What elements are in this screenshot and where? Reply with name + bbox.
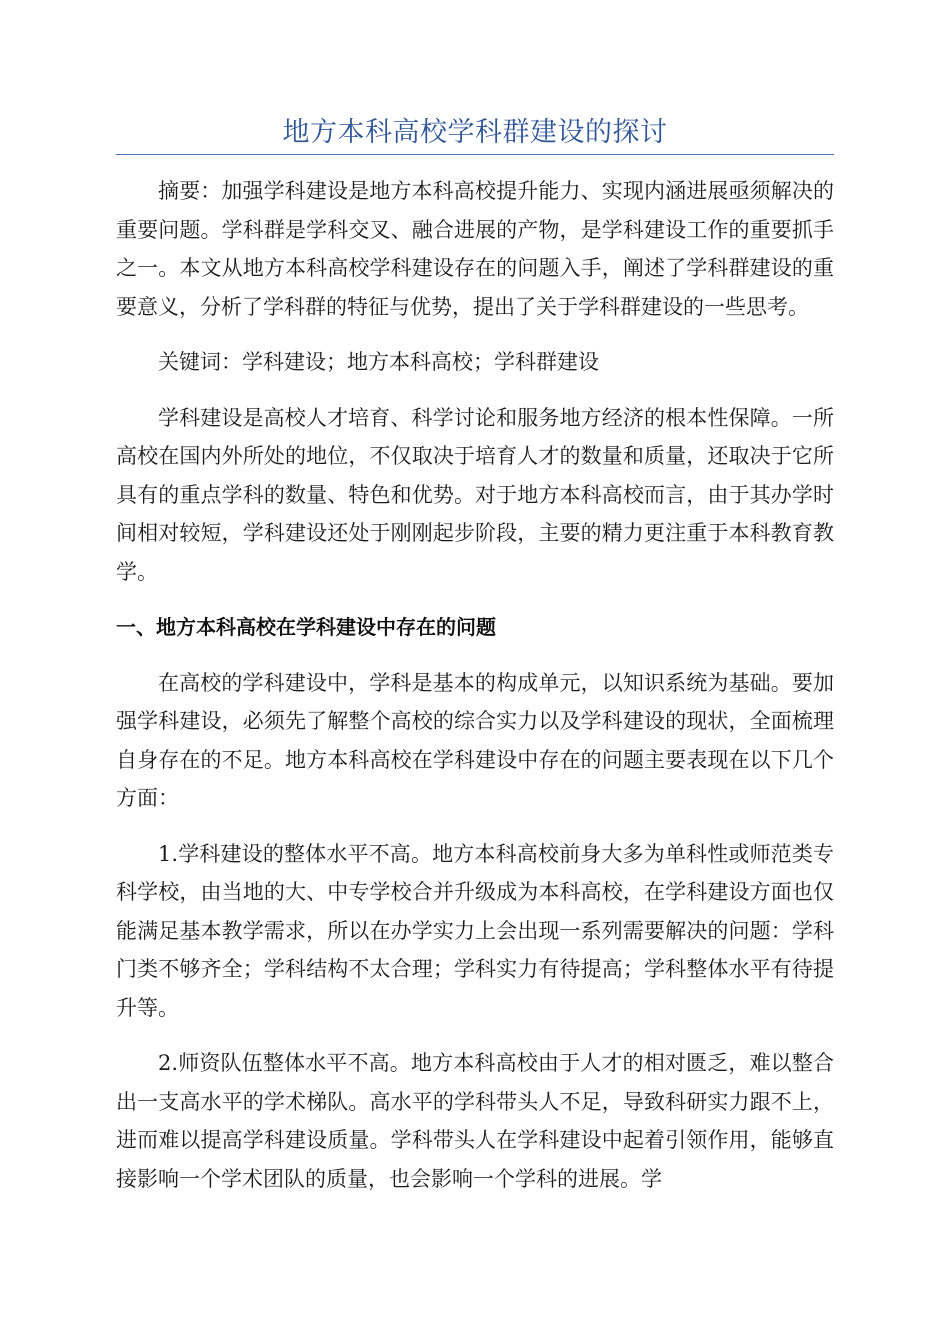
title-underline bbox=[116, 154, 834, 155]
keywords-paragraph: 关键词：学科建设；地方本科高校；学科群建设 bbox=[158, 350, 599, 374]
document-title: 地方本科高校学科群建设的探讨 bbox=[282, 117, 668, 148]
section-heading: 一、地方本科高校在学科建设中存在的问题 bbox=[116, 615, 496, 639]
section-intro-paragraph: 在高校的学科建设中，学科是基本的构成单元，以知识系统为基础。要加强学科建设，必须先了解整个高校的综合实力以及学科建设的现状，全面梳理自身存在的不足。地方本科高校在学科建设中存在的问题主要表现在以下几个方面： bbox=[116, 670, 834, 810]
abstract-paragraph: 摘要：加强学科建设是地方本科高校提升能力、实现内涵进展亟须解决的重要问题。学科群是学科交叉、融合进展的产物，是学科建设工作的重要抓手之一。本文从地方本科高校学科建设存在的问题入手，阐述了学科群建设的重要意义，分析了学科群的特征与优势，提出了关于学科群建设的一些思考。 bbox=[116, 179, 834, 319]
point-1-paragraph: 1.学科建设的整体水平不高。地方本科高校前身大多为单科性或师范类专科学校，由当地的大、中专学校合并升级成为本科高校，在学科建设方面也仅能满足基本教学需求，所以在办学实力上会出现一系列需要解决的问题：学科门类不够齐全；学科结构不太合理；学科实力有待提高；学科整体水平有待提升等。 bbox=[116, 841, 834, 1020]
point-2-paragraph: 2.师资队伍整体水平不高。地方本科高校由于人才的相对匮乏，难以整合出一支高水平的学术梯队。高水平的学科带头人不足，导致科研实力跟不上，进而难以提高学科建设质量。学科带头人在学科建设中起着引领作用，能够直接影响一个学术团队的质量，也会影响一个学科的进展。学 bbox=[116, 1051, 834, 1191]
document-body bbox=[116, 172, 834, 1215]
intro-paragraph: 学科建设是高校人才培育、科学讨论和服务地方经济的根本性保障。一所高校在国内外所处的地位，不仅取决于培育人才的数量和质量，还取决于它所具有的重点学科的数量、特色和优势。对于地方本科高校而言，由于其办学时间相对较短，学科建设还处于刚刚起步阶段，主要的精力更注重于本科教育教学。 bbox=[116, 405, 834, 584]
